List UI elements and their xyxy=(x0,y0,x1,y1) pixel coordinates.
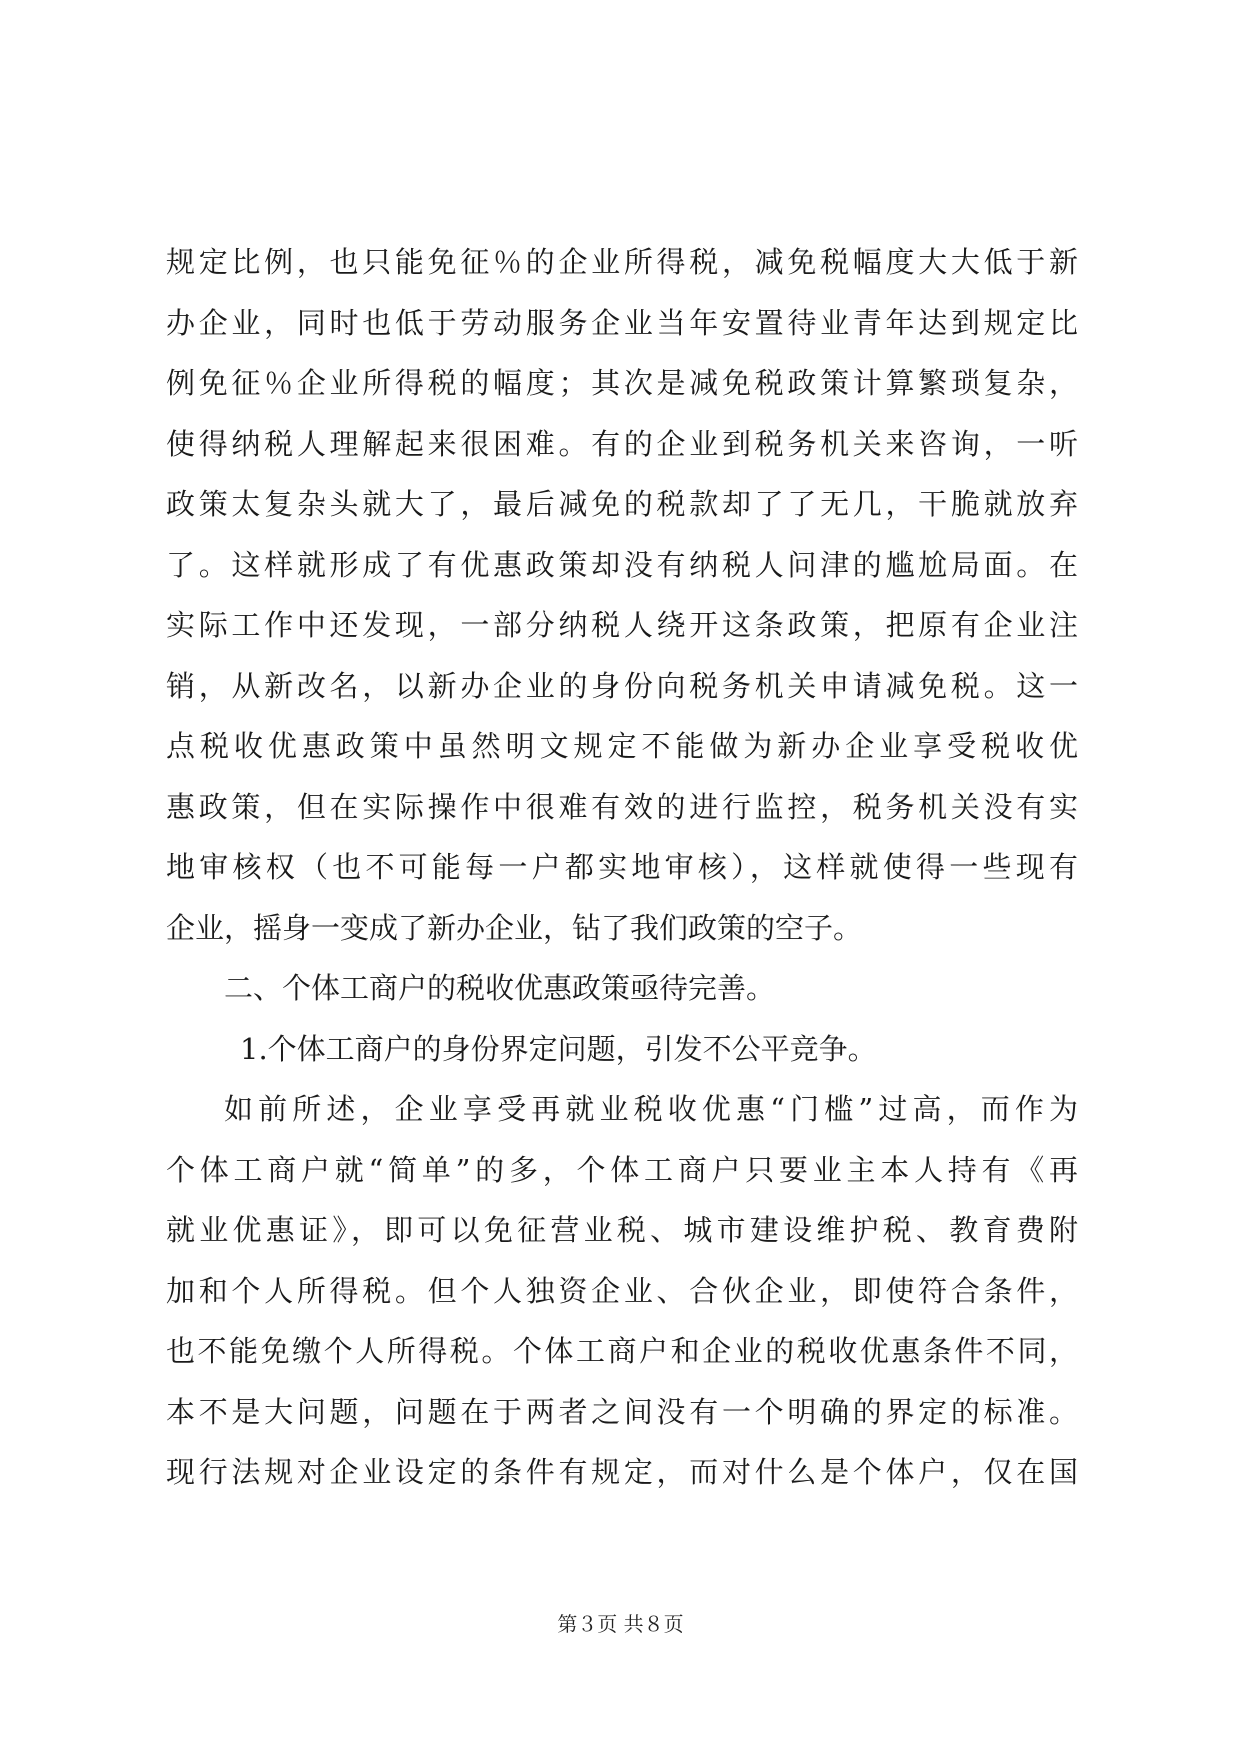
text-line: 地审核权（也不可能每一户都实地审核），这样就使得一些现有 xyxy=(166,850,1078,884)
text-line: 现行法规对企业设定的条件有规定，而对什么是个体户，仅在国 xyxy=(166,1455,1078,1489)
section-heading: 二、个体工商户的税收优惠政策亟待完善。 xyxy=(224,971,776,1005)
text-line: 政策太复杂头就大了，最后减免的税款却了了无几，干脆就放弃 xyxy=(166,487,1078,521)
text-line: 惠政策，但在实际操作中很难有效的进行监控，税务机关没有实 xyxy=(166,789,1078,824)
text-line: 销，从新改名，以新办企业的身份向税务机关申请减免税。这一 xyxy=(166,668,1078,703)
text-line: 办企业，同时也低于劳动服务企业当年安置待业青年达到规定比 xyxy=(166,305,1078,340)
text-line: 如前所述，企业享受再就业税收优惠“门槛”过高，而作为 xyxy=(224,1092,1078,1126)
page-footer xyxy=(0,1610,1241,1638)
text-line: 实际工作中还发现，一部分纳税人绕开这条政策，把原有企业注 xyxy=(166,608,1078,642)
text-line: 就业优惠证》，即可以免征营业税、城市建设维护税、教育费附 xyxy=(166,1213,1078,1247)
body-text xyxy=(166,232,1078,1503)
text-line: 企业，摇身一变成了新办企业，钻了我们政策的空子。 xyxy=(166,910,863,945)
text-line: 个体工商户就“简单”的多，个体工商户只要业主本人持有《再 xyxy=(166,1152,1078,1187)
text-line: 点税收优惠政策中虽然明文规定不能做为新办企业享受税收优 xyxy=(166,729,1078,763)
text-line: 例免征％企业所得税的幅度；其次是减免税政策计算繁琐复杂， xyxy=(166,366,1078,400)
text-line: 使得纳税人理解起来很困难。有的企业到税务机关来咨询，一听 xyxy=(166,426,1078,461)
subsection-heading: 1.个体工商户的身份界定问题，引发不公平竞争。 xyxy=(240,1031,877,1066)
text-line: 了。这样就形成了有优惠政策却没有纳税人问津的尴尬局面。在 xyxy=(166,547,1078,582)
page-number-label: 第３页 共８页 xyxy=(557,1612,684,1636)
text-line: 加和个人所得税。但个人独资企业、合伙企业，即使符合条件， xyxy=(166,1273,1078,1308)
text-line: 本不是大问题，问题在于两者之间没有一个明确的界定的标准。 xyxy=(166,1394,1078,1429)
text-line: 规定比例，也只能免征％的企业所得税，减免税幅度大大低于新 xyxy=(166,245,1078,279)
text-line: 也不能免缴个人所得税。个体工商户和企业的税收优惠条件不同， xyxy=(166,1334,1078,1368)
